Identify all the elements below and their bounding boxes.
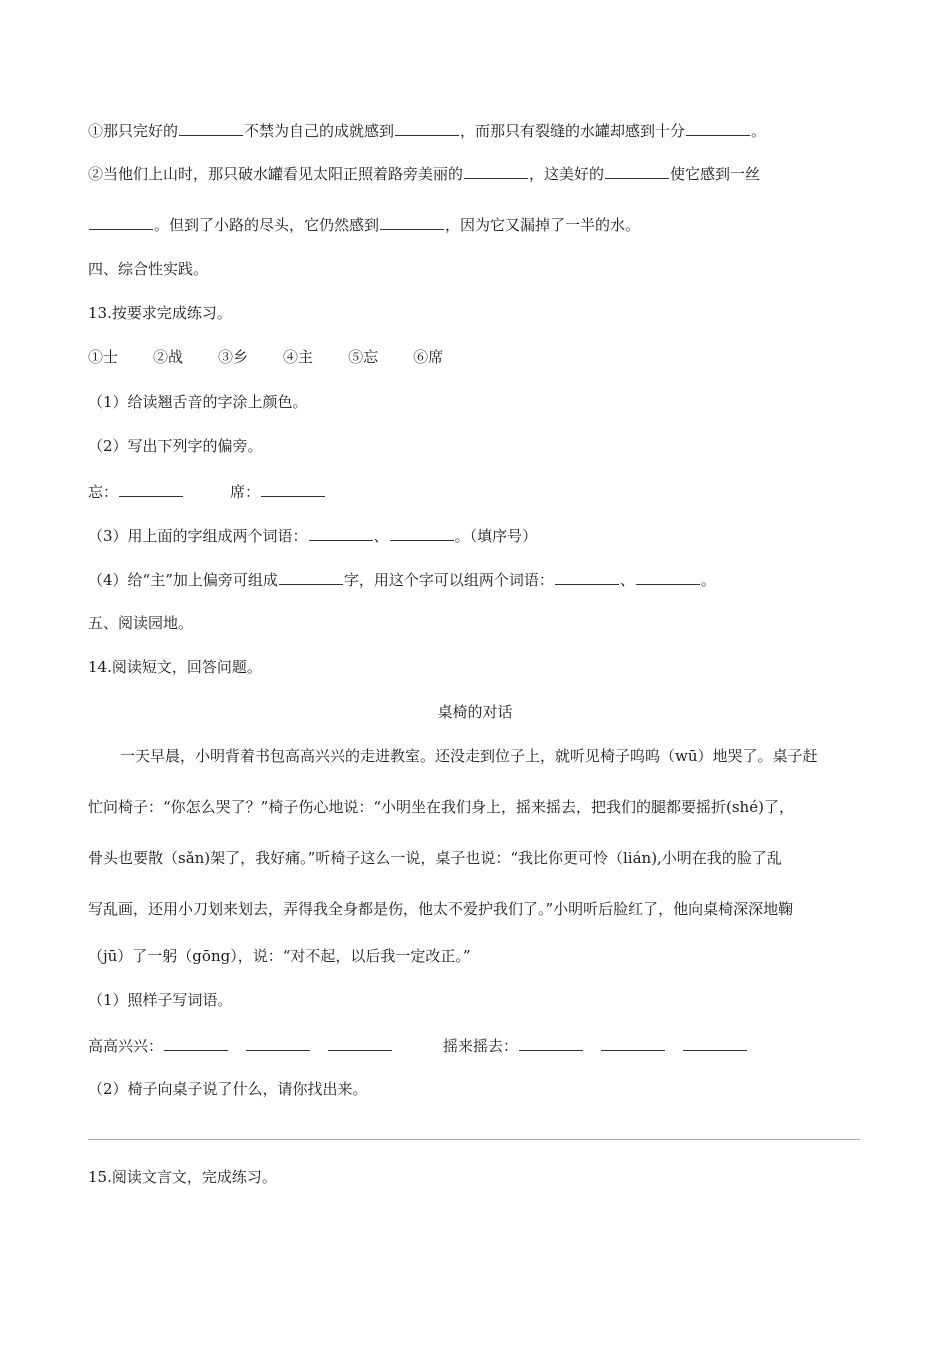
story-line: 骨头也要散（sǎn)架了，我好痛。”听椅子这么一说，桌子也说：“我比你更可怜（lián),小明在我的脸了乱 [88, 849, 782, 867]
text: 不禁为自己的成就感到 [244, 122, 395, 140]
blank[interactable] [279, 569, 343, 585]
q13-radicals [88, 481, 326, 502]
text: ②当他们上山时，那只破水罐看见太阳正照着路旁美丽的 [88, 165, 464, 183]
q15-title: 15.阅读文言文，完成练习。 [88, 1168, 277, 1186]
blank[interactable] [395, 120, 459, 136]
text: 高高兴兴： [88, 1037, 164, 1055]
blank[interactable] [555, 569, 619, 585]
blank[interactable] [605, 163, 669, 179]
text: 、 [619, 571, 635, 589]
text: 摇来摇去： [443, 1037, 519, 1055]
story-line: 忙问椅子：“你怎么哭了？”椅子伤心地说：“小明坐在我们身上，摇来摇去，把我们的腿都要摇折(shé)了， [88, 798, 794, 816]
q14-title: 14.阅读短文，回答问题。 [88, 658, 262, 676]
q13-part1: （1）给读翘舌音的字涂上颜色。 [88, 393, 308, 411]
text: 字，用这个字可以组两个词语： [343, 571, 554, 589]
blank[interactable] [164, 1035, 228, 1051]
story-line: 一天早晨，小明背着书包高高兴兴的走进教室。还没走到位子上，就听见椅子呜呜（wū）地哭了。桌子赶 [120, 747, 818, 765]
q14-examples [88, 1035, 748, 1056]
blank[interactable] [261, 481, 325, 497]
char-item: ①士 [88, 348, 119, 366]
answer-line[interactable] [88, 1139, 860, 1140]
blank[interactable] [380, 214, 444, 230]
text: 使它感到一丝 [670, 165, 761, 183]
blank[interactable] [390, 525, 454, 541]
text: 。 [751, 122, 767, 140]
story-title: 桌椅的对话 [437, 703, 513, 721]
q13-chars [88, 347, 443, 367]
blank[interactable] [464, 163, 528, 179]
blank[interactable] [601, 1035, 665, 1051]
char-item: ④主 [283, 348, 314, 366]
char-item: ⑥席 [413, 348, 444, 366]
section-4-heading: 四、综合性实践。 [88, 260, 209, 278]
blank[interactable] [246, 1035, 310, 1051]
text: ①那只完好的 [88, 122, 179, 140]
text: 。但到了小路的尽头，它仍然感到 [154, 216, 380, 234]
q13-title: 13.按要求完成练习。 [88, 304, 232, 322]
q13-part4 [88, 569, 716, 590]
text: （4）给“主”加上偏旁可组成 [88, 571, 278, 589]
blank[interactable] [636, 569, 700, 585]
text: 、 [373, 527, 389, 545]
story-line: 写乱画，还用小刀划来划去，弄得我全身都是伤，他太不爱护我们了。”小明听后脸红了，他向桌椅深深地鞠 [88, 900, 794, 918]
blank[interactable] [328, 1035, 392, 1051]
char-item: ③乡 [218, 348, 249, 366]
text: 席： [230, 483, 261, 501]
q13-part2: （2）写出下列字的偏旁。 [88, 437, 263, 455]
section-5-heading: 五、阅读园地。 [88, 614, 194, 632]
blank[interactable] [683, 1035, 747, 1051]
blank[interactable] [686, 120, 750, 136]
text: ，这美好的 [529, 165, 605, 183]
q14-part1: （1）照样子写词语。 [88, 991, 233, 1009]
blank[interactable] [519, 1035, 583, 1051]
story-line: （jū）了一躬（gōng），说：“对不起，以后我一定改正。” [88, 947, 471, 965]
blank[interactable] [89, 214, 153, 230]
q14-part2: （2）椅子向桌子说了什么，请你找出来。 [88, 1080, 368, 1098]
q12-line3 [88, 214, 640, 235]
text: 。 [700, 571, 716, 589]
text: ，因为它又漏掉了一半的水。 [445, 216, 641, 234]
text: 忘： [88, 483, 119, 501]
char-item: ②战 [153, 348, 184, 366]
q12-line2 [88, 163, 760, 184]
q13-part3 [88, 525, 537, 546]
q12-line1 [88, 120, 766, 141]
text: 。（填序号） [454, 527, 538, 545]
blank[interactable] [309, 525, 373, 541]
blank[interactable] [179, 120, 243, 136]
blank[interactable] [119, 481, 183, 497]
char-item: ⑤忘 [348, 348, 379, 366]
text: ，而那只有裂缝的水罐却感到十分 [460, 122, 686, 140]
text: （3）用上面的字组成两个词语： [88, 527, 308, 545]
